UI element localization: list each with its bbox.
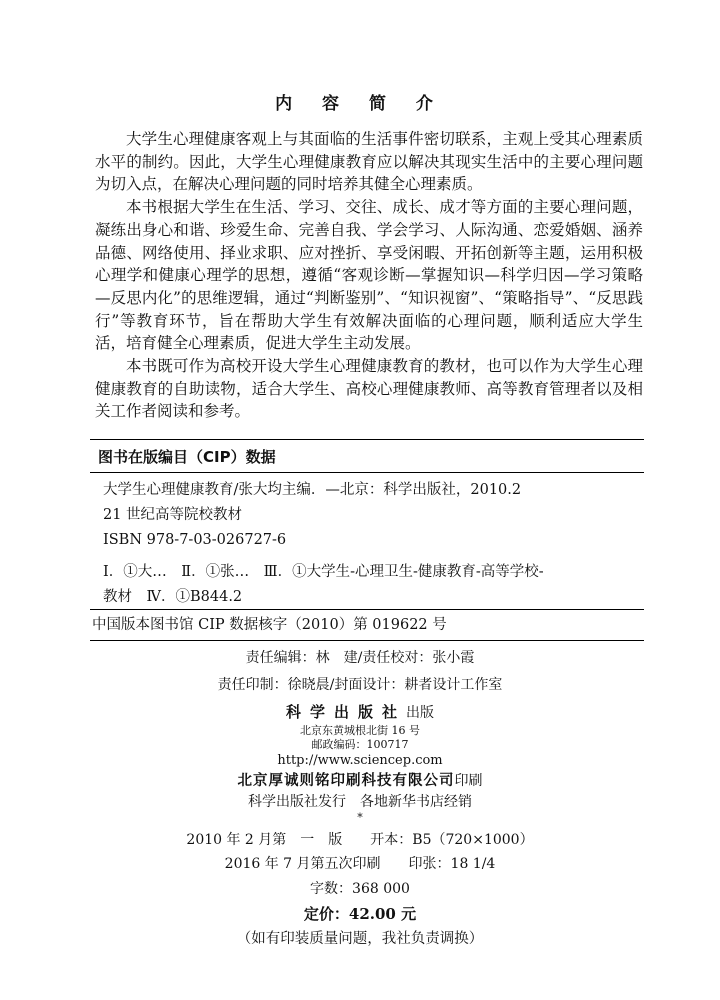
cip-heading: 图书在版编目（CIP）数据 (98, 448, 276, 466)
book-summary (95, 128, 643, 423)
summary-paragraph: 本书既可作为高校开设大学生心理健康教育的教材，也可以作为大学生心理健康教育的自助读物，适合大学生、高校心理健康教师、高等教育管理者以及相关工作者阅读和参考。 (95, 357, 643, 421)
word-count: 字数：368 000 (310, 881, 410, 897)
printer-name: 北京厚诚则铭印刷科技有限公司 (237, 773, 455, 789)
production-credits: 责任印制：徐晓晨/封面设计：耕者设计工作室 (217, 677, 503, 693)
cip-isbn-line: ISBN 978-7-03-026727-6 (103, 532, 287, 548)
publisher-name: 科学出版社 (285, 703, 406, 721)
publisher-suffix: 出版 (406, 705, 434, 721)
cip-series-line: 21 世纪高等院校教材 (103, 507, 243, 523)
distribution-line: 科学出版社发行 各地新华书店经销 (248, 794, 472, 810)
publisher-url: http://www.sciencep.com (277, 753, 443, 768)
summary-paragraph: 大学生心理健康客观上与其面临的生活事件密切联系，主观上受其心理素质水平的制约。因此，大学生心理健康教育应以解决其现实生活中的主要心理问题为切入点，在解决心理问题的同时培养其健全心理素质。 (95, 130, 643, 194)
divider-top (90, 439, 644, 440)
publisher-address: 北京东黄城根北街 16 号 (300, 724, 420, 737)
publisher-line (0, 703, 720, 722)
cip-title-line: 大学生心理健康教育/张大均主编．—北京：科学出版社，2010.2 (103, 482, 522, 498)
quality-notice: （如有印装质量问题，我社负责调换） (236, 931, 484, 947)
separator-asterisk: * (357, 811, 363, 824)
divider-cip-bottom (90, 609, 644, 610)
editor-credits: 责任编辑：林 建/责任校对：张小霞 (245, 650, 475, 666)
edition-line: 2010 年 2 月第 一 版 开本：B5（720×1000） (186, 832, 534, 848)
divider-cip (90, 472, 644, 473)
printer-line (0, 772, 720, 790)
publisher-postcode: 邮政编码：100717 (311, 738, 409, 751)
cip-subject-line: Ⅰ．①大… Ⅱ．①张… Ⅲ．①大学生-心理卫生-健康教育-高等学校- (103, 564, 544, 580)
cip-record-number: 中国版本图书馆 CIP 数据核字（2010）第 019622 号 (92, 617, 447, 633)
printer-suffix: 印刷 (454, 773, 483, 789)
printing-line: 2016 年 7 月第五次印刷 印张：18 1/4 (224, 856, 496, 872)
cip-classification-line: 教材 Ⅳ．①B844.2 (103, 589, 243, 605)
page-title: 内 容 简 介 (275, 94, 445, 114)
price: 定价：42.00 元 (303, 905, 417, 923)
divider-credits (90, 640, 644, 641)
summary-paragraph: 本书根据大学生在生活、学习、交往、成长、成才等方面的主要心理问题，凝练出身心和谐、珍爱生命、完善自我、学会学习、人际沟通、恋爱婚姻、涵养品德、网络使用、择业求职、应对挫折、享受闲暇、开拓创新等主题，运用积极心理学和健康心理学的思想，遵循“客观诊断—掌握知识—科学归因—学习策略—反思内化”的思维逻辑，通过“判断鉴别”、“知识视窗”、“策略指导”、“反思践行”等教育环节，旨在帮助大学生有效解决面临的心理问题，顺利适应大学生活，培育健全心理素质，促进大学生主动发展。 (95, 198, 643, 353)
